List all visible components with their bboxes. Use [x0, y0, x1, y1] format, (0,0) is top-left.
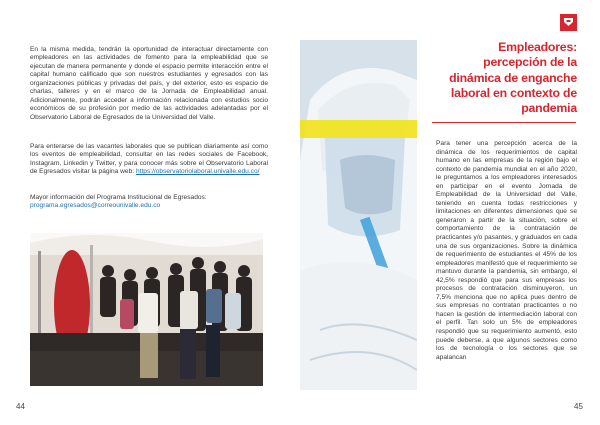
- page-number-right: 45: [574, 402, 583, 411]
- university-logo-icon: [560, 14, 577, 31]
- protective-gear-photo: [300, 40, 417, 390]
- contact-paragraph: [30, 194, 268, 211]
- observatorio-link[interactable]: https://observatoriolaboral.univalle.edu.co/: [135, 168, 260, 176]
- contact-text: Mayor información del Programa Institucional de Egresados:: [30, 194, 207, 201]
- jobs-fair-photo: [30, 233, 263, 386]
- email-address[interactable]: programa.egresados@correounivalle.edu.co: [30, 202, 161, 210]
- intro-paragraph: En la misma medida, tendrán la oportunidad de interactuar directamente con empleadores en las actividades de fomento para la empleabilidad que se ejecutan de manera permanente y donde el espacio permite interacción entre el capital humano calificado que son nuestros estudiantes y egresados con las organizaciones públicas y privadas del país, y del exterior, esto es espacio de charlas, talleres y en el marco de la Jornada de Empleabilidad anual. Adicionalmente, podrán acceder a información relacionada con estudios socio económicos de su profesión por medio de las actividades adelantadas por el Observatorio Laboral de Egresados de la Universidad del Valle.: [30, 46, 268, 121]
- article-title: Empleadores: percepción de la dinámica de enganche laboral en contexto de pandemia: [449, 40, 577, 116]
- right-page: [300, 0, 600, 425]
- article-paragraph: Para tener una percepción acerca de la dinámica de los requerimientos de capital humano en las empresas de la región bajo el contexto de pandemia mundial en el año 2020, le preguntamos a los empleadores interesados en participar en el evento Jornada de Empleabilidad de la Universidad del Valle, teniendo en cuenta todas restricciones y limitaciones en diferentes dimensiones que se generaron a partir de la situación, sobre el comportamiento de la contratación de practicantes y/o pasantes, y graduados en cada una de sus organizaciones. Sobre la dinámica de requerimiento de estudiantes el 45% de los empleadores manifestó que el requerimiento se mantuvo durante la pandemia, sin embargo, el 42,5% respondió que para sus empresas los procesos de contratación disminuyeron, un 7,5% menciona que no aplica pues dentro de sus empresas no contratan practicantes o no hacen la gestión de intermediación laboral con el perfil. Tan solo un 5% de empleadores respondió que su requerimiento aumentó, esto puede deberse, a que algunos sectores como los de tecnología o los sectores que se apalancan: [436, 140, 577, 361]
- social-media-paragraph: [30, 143, 268, 177]
- title-divider: [432, 122, 576, 123]
- social-media-text: Para enterarse de las vacantes laborales que se publican diariamente así como los eventos de empleabilidad, consultar en las redes sociales de Facebook, Instagram, Linkedin y Twitter, y para conocer más sobre el Observatorio Laboral de Egresados visitar la página web:: [30, 143, 268, 176]
- page-number-left: 44: [16, 402, 25, 411]
